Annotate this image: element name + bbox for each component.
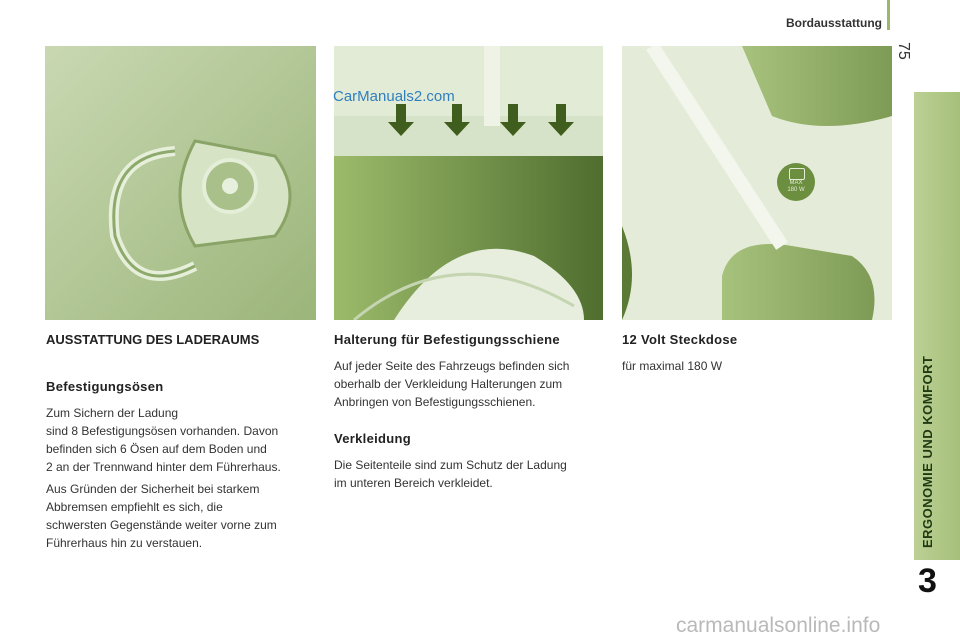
paragraph-tie-down-count [46,404,314,476]
text-line: Die Seitenteile sind zum Schutz der Ladung [334,458,567,472]
header-rule [887,0,890,30]
arrow-down-icon [388,104,414,136]
photo-tie-down-eye [45,46,316,320]
text-line: schwersten Gegenstände weiter vorne zum [46,518,277,532]
column-rail-holder [334,330,604,492]
paragraph-safety-advice [46,480,314,552]
text-line: Aus Gründen der Sicherheit bei starkem [46,482,260,496]
arrow-down-icon [548,104,574,136]
photo-power-socket [622,46,892,320]
arrow-down-icon [500,104,526,136]
arrow-down-icon [444,104,470,136]
text-line: Zum Sichern der Ladung [46,406,179,420]
heading-12v-socket: 12 Volt Steckdose [622,332,738,347]
socket-watt-label: 180 W [787,187,805,193]
text-line: Führerhaus hin zu verstauen. [46,536,203,550]
text-line: 2 an der Trennwand hinter dem Führerhaus. [46,460,281,474]
page-number: 75 [895,42,912,60]
text-line: Auf jeder Seite des Fahrzeugs befinden sich [334,359,570,373]
paragraph-rail-holder [334,357,604,411]
section-heading-cargo: AUSSTATTUNG DES LADERAUMS [46,332,260,347]
column-socket [622,330,892,375]
heading-trim-panel: Verkleidung [334,431,411,446]
footer-watermark: carmanualsonline.info [676,614,881,637]
text-line: Abbremsen empfiehlt es sich, die [46,500,223,514]
subheading-tie-down-eyes: Befestigungsösen [46,379,164,394]
text-line: sind 8 Befestigungsösen vorhanden. Davon [46,424,279,438]
heading-rail-holder: Halterung für Befestigungsschiene [334,332,560,347]
text-line: Anbringen von Befestigungsschienen. [334,395,536,409]
paragraph-socket-max: für maximal 180 W [622,359,723,373]
chapter-tab-label: ERGONOMIE UND KOMFORT [920,355,935,548]
chapter-number: 3 [918,562,937,600]
paragraph-trim-panel [334,456,604,492]
socket-max-label: MAX [789,180,803,186]
watermark-text: CarManuals2.com [333,88,455,105]
socket-icon [777,163,815,201]
running-header: Bordausstattung [786,16,882,30]
text-line: im unteren Bereich verkleidet. [334,476,493,490]
text-line: oberhalb der Verkleidung Halterungen zum [334,377,563,391]
column-cargo [46,330,314,552]
text-line: befinden sich 6 Ösen auf dem Boden und [46,442,267,456]
arrow-icons [384,104,584,140]
